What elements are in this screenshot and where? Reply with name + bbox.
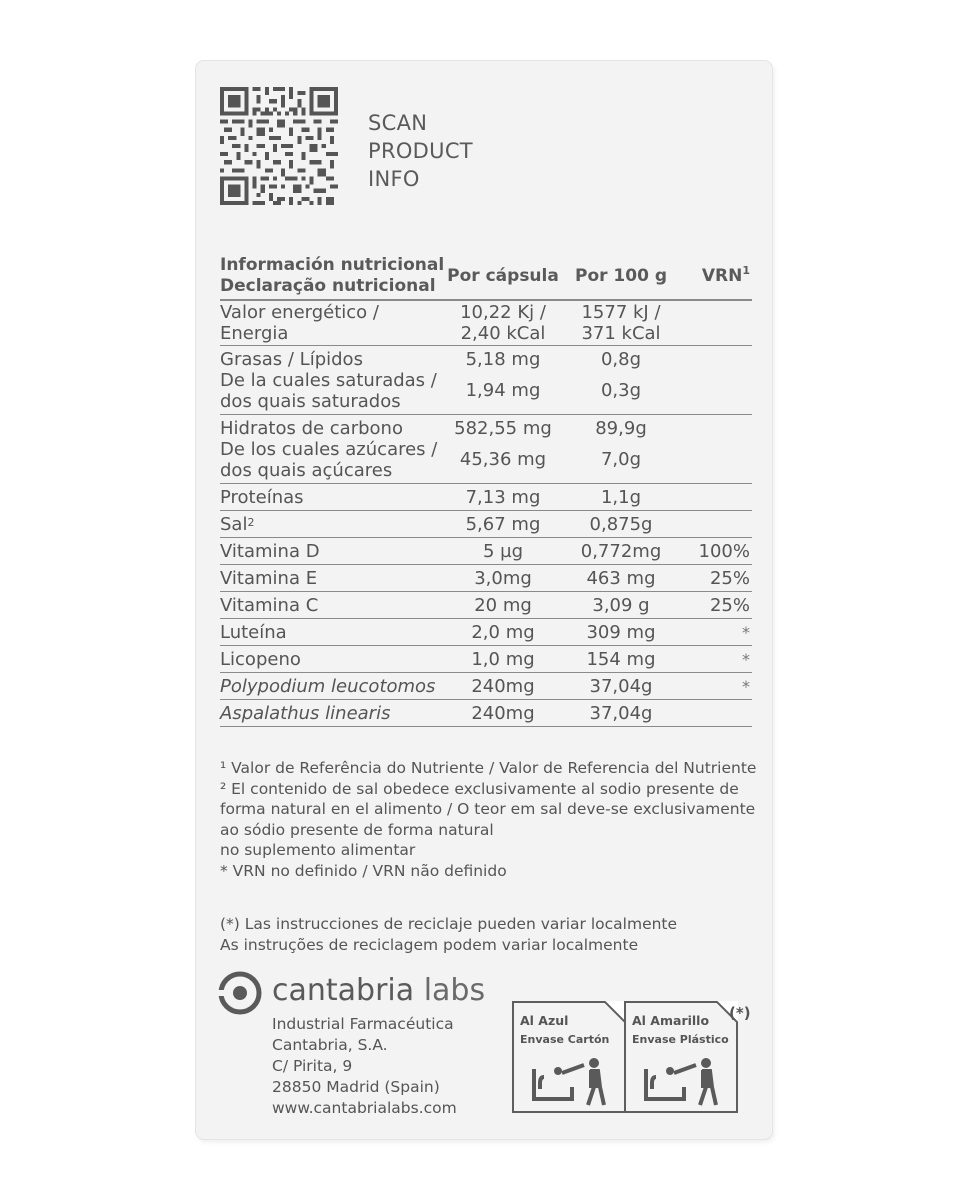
- footnote-line: ² El contenido de sal obedece exclusivamente al sodio presente de: [220, 779, 739, 798]
- row-per-capsule: 20 mg: [442, 592, 564, 619]
- row-per-capsule: 5 µg: [442, 538, 564, 565]
- row-vrn: 25%: [678, 592, 752, 619]
- cap-line2: 45,36 mg: [459, 449, 547, 470]
- row-per-capsule: 240mg: [442, 700, 564, 727]
- row-label: [220, 415, 442, 484]
- g-line2: 371 kCal: [581, 323, 661, 344]
- row-per-capsule: [442, 300, 564, 346]
- row-per-100g: 37,04g: [564, 700, 678, 727]
- row-label: Licopeno: [220, 646, 442, 673]
- row-per-capsule: 3,0mg: [442, 565, 564, 592]
- row-per-100g: [564, 346, 678, 415]
- scan-line-2: PRODUCT: [368, 139, 473, 163]
- footnotes: [220, 758, 756, 881]
- row-per-100g: 3,09 g: [564, 592, 678, 619]
- row-vrn: [678, 511, 752, 538]
- recycling-note-line: (*) Las instrucciones de reciclaje pueden variar localmente: [220, 915, 678, 933]
- cap-line1: 10,22 Kj /: [460, 302, 546, 323]
- footnote-line: forma natural en el alimento / O teor em sal deve-se exclusivamente: [220, 800, 756, 818]
- row-label-line2: Energia: [220, 323, 289, 344]
- g-line2: 7,0g: [600, 449, 642, 470]
- recycle-bin-person-icon: [636, 1055, 728, 1107]
- row-label-line2: De la cuales saturadas /: [220, 369, 437, 391]
- row-per-100g: 37,04g: [564, 673, 678, 700]
- table-row: [220, 511, 752, 538]
- row-label: [220, 346, 442, 415]
- footnote-line: ao sódio presente de forma natural: [220, 820, 494, 839]
- scan-line-1: SCAN: [368, 111, 428, 135]
- row-label: [220, 300, 442, 346]
- row-vrn: [678, 300, 752, 346]
- cap-line1: 582,55 mg: [454, 418, 552, 439]
- brand-name: [272, 971, 485, 1011]
- cap-line2: 2,40 kCal: [460, 323, 546, 344]
- cantabria-logo-icon: [218, 971, 262, 1015]
- row-label: Polypodium leucotomos: [220, 673, 442, 700]
- nutrition-header-row: [220, 253, 752, 300]
- row-label-line3: dos quais açúcares: [220, 459, 393, 481]
- row-label: Aspalathus linearis: [220, 700, 442, 727]
- g-line1: 1577 kJ /: [581, 302, 661, 323]
- row-vrn: 25%: [678, 565, 752, 592]
- row-per-100g: [564, 415, 678, 484]
- footnote-line: no suplemento alimentar: [220, 841, 416, 859]
- row-per-capsule: 1,0 mg: [442, 646, 564, 673]
- row-label-line1: Valor energético /: [220, 302, 379, 323]
- table-row: [220, 484, 752, 511]
- g-line1: 0,8g: [600, 349, 642, 370]
- row-per-100g: 0,875g: [564, 511, 678, 538]
- header-vrn-text: VRN: [701, 266, 743, 286]
- address-line: Industrial Farmacéutica: [272, 1015, 454, 1033]
- row-label: Proteínas: [220, 484, 442, 511]
- row-vrn: *: [678, 673, 752, 700]
- brand-name-part2: labs: [423, 973, 486, 1008]
- g-line1: 89,9g: [595, 418, 647, 439]
- recycle-bin-person-icon: [524, 1055, 616, 1107]
- row-label-line1: Grasas / Lípidos: [220, 348, 363, 370]
- row-vrn: [678, 700, 752, 727]
- row-per-100g: 0,772mg: [564, 538, 678, 565]
- row-label-line3: dos quais saturados: [220, 390, 401, 412]
- cap-line1: 5,18 mg: [465, 349, 541, 370]
- row-per-100g: 154 mg: [564, 646, 678, 673]
- table-row: [220, 646, 752, 673]
- header-vrn-sup: 1: [742, 264, 750, 277]
- footnote-line: ¹ Valor de Referência do Nutriente / Valor de Referencia del Nutriente: [220, 759, 757, 777]
- table-row: [220, 700, 752, 727]
- website-link[interactable]: www.cantabrialabs.com: [272, 1099, 457, 1117]
- row-per-100g: 309 mg: [564, 619, 678, 646]
- row-vrn: [678, 415, 752, 484]
- address-line: C/ Pirita, 9: [272, 1057, 353, 1075]
- brand-name-part1: cantabria: [272, 973, 415, 1008]
- header-vrn: [678, 253, 752, 300]
- row-per-capsule: 5,67 mg: [442, 511, 564, 538]
- nutrition-header-label: [220, 253, 445, 300]
- table-row: [220, 415, 752, 484]
- table-row: [220, 619, 752, 646]
- row-per-100g: 463 mg: [564, 565, 678, 592]
- row-vrn: *: [678, 619, 752, 646]
- recycle-blue-bin-box: [512, 1001, 626, 1113]
- cap-line2: 1,94 mg: [465, 380, 541, 401]
- row-label: Vitamina E: [220, 565, 442, 592]
- recycle-yellow-subtitle: Envase Plástico: [632, 1033, 729, 1046]
- row-label: [220, 511, 442, 538]
- recycle-blue-subtitle: Envase Cartón: [520, 1033, 610, 1046]
- row-per-capsule: [442, 346, 564, 415]
- header-label-es: Información nutricional: [220, 255, 445, 275]
- row-per-capsule: 240mg: [442, 673, 564, 700]
- table-row: [220, 592, 752, 619]
- recycling-note-line: As instruções de reciclagem podem variar localmente: [220, 935, 639, 954]
- table-row: [220, 538, 752, 565]
- row-label-sup: 2: [247, 515, 255, 529]
- header-per-100g: Por 100 g: [564, 253, 678, 300]
- company-address: [272, 1014, 457, 1119]
- address-line: 28850 Madrid (Spain): [272, 1078, 440, 1096]
- row-per-capsule: [442, 415, 564, 484]
- scan-line-3: INFO: [368, 167, 420, 191]
- row-vrn: [678, 484, 752, 511]
- nutrition-table: [220, 253, 752, 727]
- header-label-pt: Declaração nutricional: [220, 276, 436, 296]
- row-vrn: *: [678, 646, 752, 673]
- row-per-capsule: 7,13 mg: [442, 484, 564, 511]
- recycling-note: [220, 914, 677, 955]
- table-row: [220, 673, 752, 700]
- recycle-yellow-title: Al Amarillo: [632, 1013, 710, 1028]
- row-label-line2: De los cuales azúcares /: [220, 438, 438, 460]
- qr-code-icon[interactable]: [220, 87, 338, 205]
- product-panel: [196, 61, 772, 1139]
- folded-corner-icon: [604, 1001, 626, 1023]
- recycle-blue-title: Al Azul: [520, 1013, 569, 1028]
- row-per-100g: [564, 300, 678, 346]
- row-label-line1: Hidratos de carbono: [220, 417, 403, 439]
- row-label: Vitamina C: [220, 592, 442, 619]
- row-label: Vitamina D: [220, 538, 442, 565]
- address-line: Cantabria, S.A.: [272, 1036, 388, 1054]
- recycle-note-mark: (*): [729, 1004, 751, 1022]
- g-line2: 0,3g: [600, 380, 642, 401]
- recycle-yellow-bin-box: [624, 1001, 738, 1113]
- footnote-line: * VRN no definido / VRN não definido: [220, 861, 507, 880]
- row-label-text: Sal: [220, 513, 248, 535]
- row-per-capsule: 2,0 mg: [442, 619, 564, 646]
- table-row: [220, 565, 752, 592]
- row-vrn: 100%: [678, 538, 752, 565]
- header-per-capsule: Por cápsula: [442, 253, 564, 300]
- row-per-100g: 1,1g: [564, 484, 678, 511]
- table-row: [220, 346, 752, 415]
- row-label: Luteína: [220, 619, 442, 646]
- row-vrn: [678, 346, 752, 415]
- scan-product-info-label: [368, 109, 473, 193]
- table-row: [220, 300, 752, 346]
